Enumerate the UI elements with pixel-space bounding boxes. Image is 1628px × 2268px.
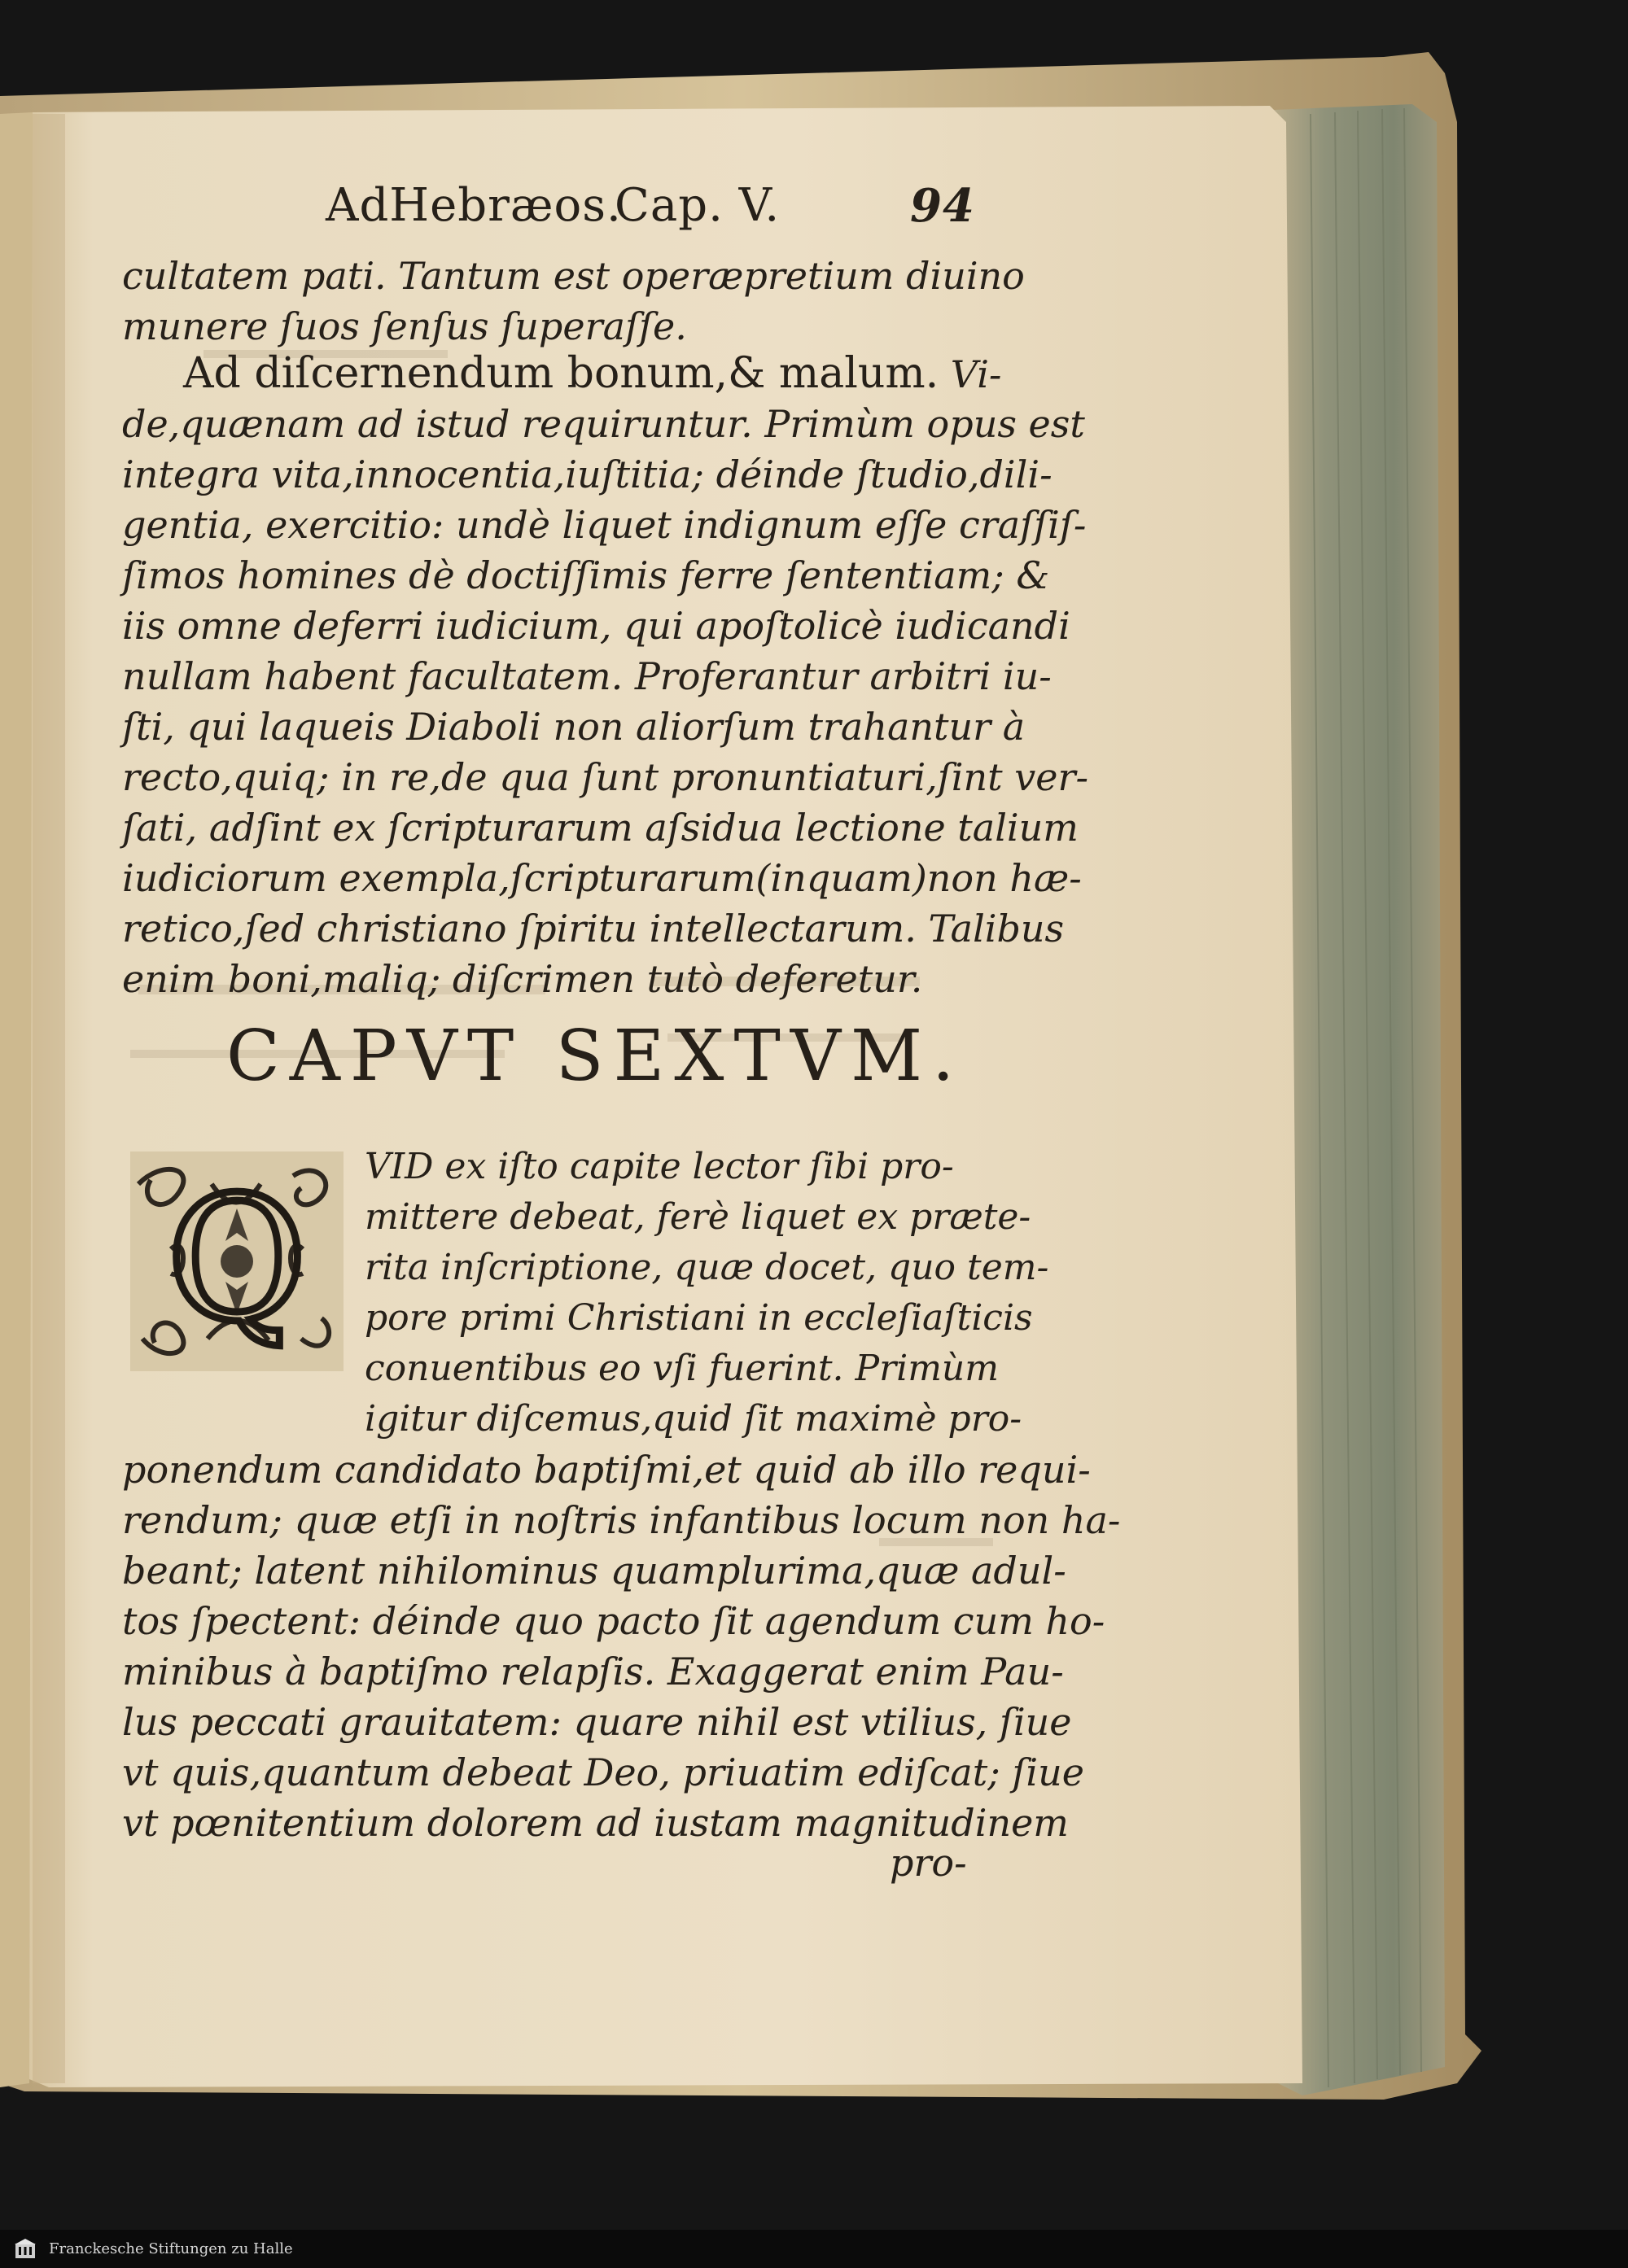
text-line: mittere debeat, ferè liquet ex præte- [365,1196,1031,1238]
text-line: igitur diſcemus,quid ſit maximè pro- [365,1398,1022,1440]
text-line: enim boni,maliq; diſcrimen tutò deferetur. [122,957,923,1001]
text-line: retico,ſed christiano ſpiritu intellectarum. Talibus [122,907,1065,950]
text-line: munere ſuos ſenſus ſuperaſſe. [122,304,687,348]
text-line: de,quænam ad istud requiruntur. Primùm opus est [122,402,1085,446]
text-line: lus peccati grauitatem: quare nihil est vtilius, ſiue [122,1700,1072,1744]
text-line: conuentibus eo vſi fuerint. Primùm [365,1348,999,1389]
text-line: rendum; quæ etſi in noſtris infantibus locum non ha- [122,1498,1121,1542]
catchword: pro- [890,1841,967,1885]
text-line: ſati, adſint ex ſcripturarum aſsidua lectione talium [122,806,1079,850]
chapter-heading: CAPVT SEXTVM. [226,1016,965,1097]
drop-cap-letter: Q [166,1160,308,1359]
text-line: ſti, qui laqueis Diaboli non aliorſum trahantur à [122,705,1026,749]
text-line: pore primi Christiani in eccleſiaſticis [365,1297,1033,1339]
text-line: recto,quiq; in re,de qua ſunt pronuntiaturi,ſint ver- [122,755,1088,799]
institution-logo-icon [13,2237,37,2261]
text-line: beant; latent nihilominus quamplurima,quæ adul- [122,1549,1066,1593]
lemma-tail: Vi- [939,352,1002,396]
institution-name: Franckesche Stiftungen zu Halle [49,2240,293,2257]
text-line: vt quis,quantum debeat Deo, priuatim ediſcat; ſiue [122,1750,1084,1794]
text-line: ponendum candidato baptiſmi,et quid ab illo requi- [122,1448,1091,1492]
text-line [183,350,1038,398]
text-line: minibus à baptiſmo relapſis. Exaggerat enim Pau- [122,1650,1064,1693]
running-head-title: AdHebræos. [326,179,622,232]
text-line: cultatem pati. Tantum est operæpretium diuino [122,254,1025,298]
text-line: ſimos homines dè doctiſſimis ferre ſententiam; & [122,553,1050,597]
running-head-chapter: Cap. V. [615,179,781,232]
text-line: vt pœnitentium dolorem ad iustam magnitudinem [122,1801,1069,1845]
text-line: gentia, exercitio: undè liquet indignum eſſe craſſiſ- [122,503,1087,547]
text-line: nullam habent facultatem. Proferantur arbitri iu- [122,654,1052,698]
text-line: iis omne deferri iudicium, qui apoſtolicè iudicandi [122,604,1070,648]
text-line: integra vita,innocentia,iuſtitia; déinde ſtudio,dili- [122,452,1053,496]
footer-bar [0,2230,1628,2268]
paragraph-lemma: Ad diſcernendum bonum,& malum. [183,349,939,398]
text-line: tos ſpectent: déinde quo pacto ſit agendum cum ho- [122,1599,1105,1643]
page-number: 94 [910,179,975,233]
text-line: VID ex iſto capite lector ſibi pro- [365,1146,954,1187]
ornamental-drop-cap [130,1151,344,1371]
text-line: rita inſcriptione, quæ docet, quo tem- [365,1247,1049,1288]
text-line: iudiciorum exempla,ſcripturarum(inquam)non hæ- [122,856,1082,900]
